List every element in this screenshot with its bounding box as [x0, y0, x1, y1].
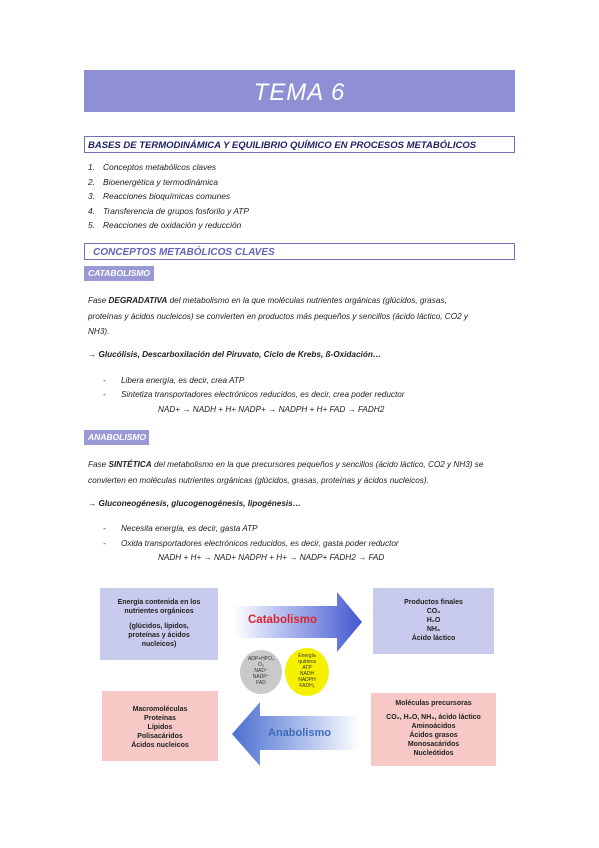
topic-number: 1. [88, 162, 95, 172]
catabolismo-pathways: → Glucólisis, Descarboxilación del Piruvato, Ciclo de Krebs, ß-Oxidación… [88, 350, 382, 359]
topic-text: Conceptos metabólicos claves [103, 162, 217, 172]
keyword-degradativa: DEGRADATIVA [108, 296, 168, 305]
circle-line: NADPH [298, 677, 316, 683]
text: del metabolismo en la que precursores pequeños y sencillos (ácido láctico, CO2 y NH3) se [151, 460, 484, 469]
box-line: NH₃ [426, 626, 441, 633]
bullet-text: Necesita energía, es decir, gasta ATP [121, 524, 258, 533]
box-line: Polisacáridos [137, 733, 183, 740]
topic-text: Reacciones bioquímicas comunes [103, 191, 231, 202]
topic-item [88, 175, 249, 190]
topic-number: 4. [88, 205, 95, 216]
text: Fase [88, 460, 109, 469]
box-line: Aminoácidos [411, 723, 456, 730]
box-line: CO₂, H₂O, NH₃, ácido láctico [386, 714, 481, 721]
box-line: (glúcidos, lípidos, [129, 623, 189, 630]
text: proteínas y ácidos nucleicos) se convierten en productos más pequeños y sencillos (ácido láctico, CO2 y [88, 311, 469, 321]
anabolismo-bullet: - Oxida transportadores electrónicos reducidos, es decir, gasta poder reductor [103, 539, 399, 548]
catabolismo-bullet: - Sintetiza transportadores electrónicos reducidos, es decir, crea poder reductor [103, 390, 405, 399]
box-line: nucleicos) [141, 641, 177, 648]
anabolismo-equation: NADH + H+ → NAD+ NADPH + H+ → NADP+ FADH2 → FAD [158, 553, 385, 562]
text: NH3). [88, 327, 110, 337]
circle-line: ATP [302, 665, 312, 671]
topic-number: 5. [88, 220, 95, 231]
circle-line: NADH [299, 671, 315, 677]
anabolismo-definition [88, 457, 515, 488]
box-line: Monosacáridos [407, 741, 460, 748]
topic-item [88, 160, 249, 175]
circle-energia-quimica [285, 648, 329, 696]
anabolismo-pathways: → Gluconeogénesis, glucogenogénesis, lipogénesis… [88, 499, 301, 508]
circle-line: NADP⁺ [252, 674, 270, 680]
circle-line: ADP+HPO₄ [247, 656, 275, 662]
box-line: Moléculas precursoras [395, 700, 472, 707]
topic-number: 2. [88, 176, 95, 187]
box-line: CO₂ [426, 608, 441, 615]
catabolismo-bullet: - Libera energía, es decir, crea ATP [103, 376, 245, 385]
circle-reactivos [240, 650, 282, 694]
circle-line: FAD [256, 680, 266, 686]
bullet-text: Libera energía, es decir, crea ATP [121, 376, 245, 385]
anabolismo-label: ANABOLISMO [84, 430, 149, 445]
topic-text: Transferencia de grupos fosforilo y ATP [103, 205, 250, 216]
catabolismo-equation: NAD+ → NADH + H+ NADP+ → NADPH + H+ FAD → FADH2 [158, 405, 385, 414]
topic-item [88, 204, 249, 219]
catabolismo-arrow-label: Catabolismo [248, 614, 318, 626]
box-line: Lípidos [147, 724, 173, 731]
box-line: Energía contenida en los [117, 599, 201, 606]
topic-text: Bioenergética y termodinámica [103, 176, 218, 187]
text: Fase [88, 296, 109, 305]
topic-list [88, 160, 249, 233]
bullet-text: Sintetiza transportadores electrónicos reducidos, es decir, crea poder reductor [121, 390, 405, 399]
title-banner [84, 70, 515, 112]
box-line: H₂O [426, 617, 441, 624]
text: del metabolismo en la que moléculas nutrientes orgánicas (glúcidos, grasas, [167, 296, 447, 305]
box-line: Nucleótidos [413, 750, 454, 757]
circle-line: FADH₂ [299, 683, 315, 689]
circle-line: O₂ [258, 662, 264, 668]
bullet-text: Oxida transportadores electrónicos reducidos, es decir, gasta poder reductor [121, 539, 399, 548]
box-line: Macromoléculas [132, 706, 188, 713]
box-line: Proteínas [144, 715, 176, 722]
box-line: Productos finales [404, 599, 463, 606]
topic-number: 3. [88, 191, 95, 202]
box-line: Ácido láctico [411, 635, 456, 642]
text: convierten en moléculas nutrientes orgánicas (glúcidos, grasas, proteínas y ácidos nucleicos). [88, 475, 429, 485]
catabolismo-label: CATABOLISMO [84, 266, 154, 281]
page-title: TEMA 6 [253, 79, 346, 106]
keyword-sintetica: SINTÉTICA [108, 460, 152, 469]
topic-item [88, 189, 249, 204]
anabolismo-arrow-label: Anabolismo [268, 727, 331, 739]
box-line: Ácidos grasos [409, 732, 458, 739]
anabolismo-bullet: - Necesita energía, es decir, gasta ATP [103, 524, 258, 533]
box-line: nutrientes orgánicos [124, 608, 194, 615]
topic-item [88, 218, 249, 233]
box-line: proteínas y ácidos [128, 632, 190, 639]
metabolism-diagram [92, 576, 502, 776]
subsection-heading: CONCEPTOS METABÓLICOS CLAVES [84, 243, 515, 260]
circle-line: NAD⁺ [254, 668, 268, 674]
circle-line: química [298, 659, 316, 665]
circle-line: Energía [298, 653, 316, 659]
topic-text: Reacciones de oxidación y reducción [103, 220, 242, 231]
section-heading: BASES DE TERMODINÁMICA Y EQUILIBRIO QUÍMICO EN PROCESOS METABÓLICOS [84, 136, 515, 153]
catabolismo-definition [88, 293, 515, 340]
box-line: Ácidos nucleicos [131, 742, 189, 749]
